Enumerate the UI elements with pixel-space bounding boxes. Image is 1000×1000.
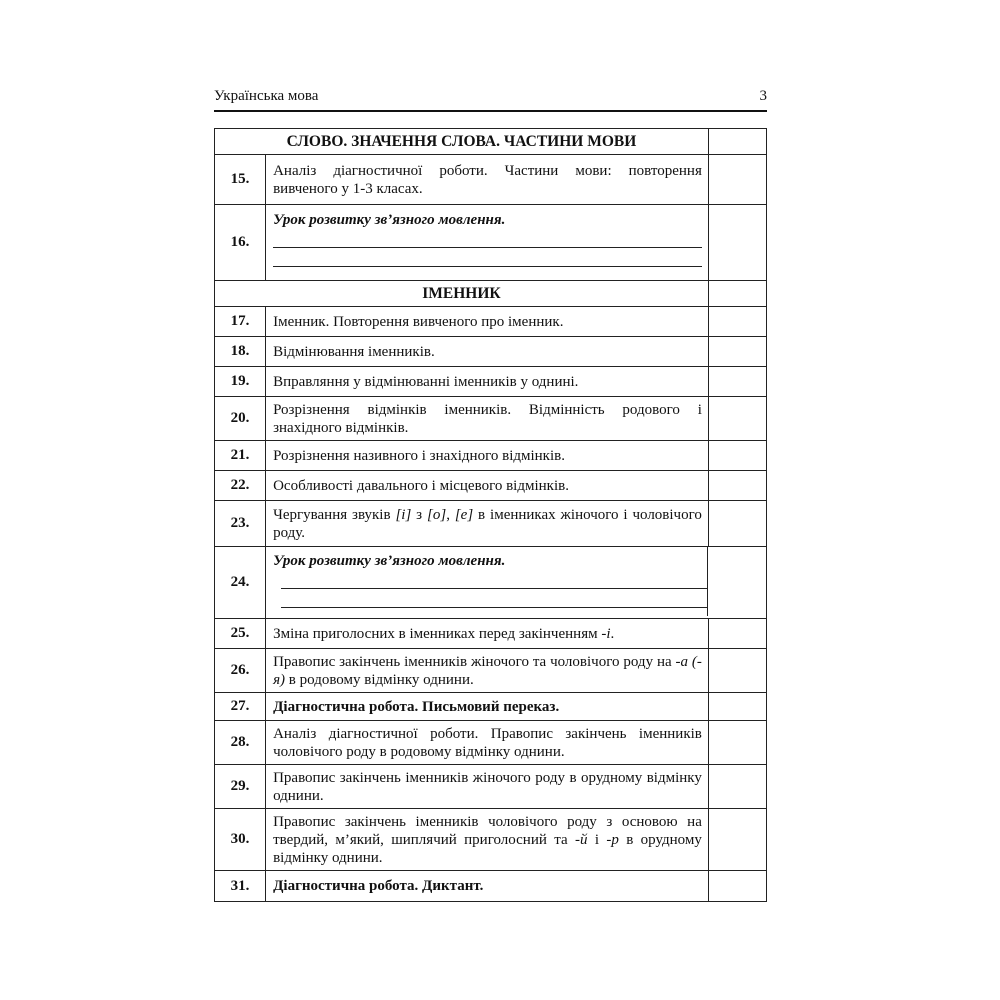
lesson-number: 15. [215, 155, 266, 205]
table-row [215, 501, 767, 547]
table-row [215, 649, 767, 693]
lesson-topic: Діагностична робота. Письмовий переказ. [266, 693, 709, 721]
section-title: ІМЕННИК [215, 281, 709, 307]
lesson-topic [266, 547, 767, 619]
lesson-number: 25. [215, 619, 266, 649]
lesson-topic: Правопис закінчень іменників жіночого та чоловічого роду на -а (-я) в родовому відмінку однини. [266, 649, 709, 693]
table-row [215, 765, 767, 809]
lesson-topic: Особливості давального і місцевого відмінків. [266, 471, 709, 501]
table-row [215, 307, 767, 337]
blank-line [273, 229, 702, 248]
section-row [215, 281, 767, 307]
lesson-topic-heading: Урок розвитку зв’язного мовлення. [273, 212, 506, 228]
lesson-number: 18. [215, 337, 266, 367]
lesson-topic: Правопис закінчень іменників чоловічого роду з основою на твердий, м’який, шиплячий приголосний та -й і -р в орудному відмінку однини. [266, 809, 709, 871]
lesson-topic: Правопис закінчень іменників жіночого роду в орудному відмінку однини. [266, 765, 709, 809]
mark-cell [708, 501, 766, 547]
table-row [215, 441, 767, 471]
table-row [215, 809, 767, 871]
table-row [215, 547, 767, 619]
header-rule [214, 110, 767, 112]
blank-line [281, 570, 707, 589]
mark-cell [708, 765, 766, 809]
lesson-topic: Аналіз діагностичної роботи. Правопис закінчень іменників чоловічого роду в родовому відмінку однини. [266, 721, 709, 765]
lesson-number: 21. [215, 441, 266, 471]
lesson-number: 30. [215, 809, 266, 871]
lesson-topic: Розрізнення називного і знахідного відмінків. [266, 441, 709, 471]
lesson-topic [266, 205, 709, 281]
mark-cell [708, 367, 766, 397]
lesson-topic: Чергування звуків [і] з [о], [е] в іменниках жіночого і чоловічого роду. [266, 501, 709, 547]
mark-cell [708, 871, 766, 902]
lesson-topic: Зміна приголосних в іменниках перед закінченням -і. [266, 619, 709, 649]
table-row [215, 471, 767, 501]
table-row [215, 871, 767, 902]
table-row [215, 721, 767, 765]
lesson-topic: Іменник. Повторення вивченого про іменник. [266, 307, 709, 337]
table-row [215, 397, 767, 441]
lesson-number: 29. [215, 765, 266, 809]
table-row [215, 155, 767, 205]
mark-cell [708, 155, 766, 205]
table-row [215, 693, 767, 721]
lesson-topic: Вправляння у відмінюванні іменників у однині. [266, 367, 709, 397]
mark-cell [708, 693, 766, 721]
table-row [215, 619, 767, 649]
lesson-number: 28. [215, 721, 266, 765]
mark-cell [708, 307, 766, 337]
lesson-topic-heading: Урок розвитку зв’язного мовлення. [273, 553, 506, 569]
mark-cell [708, 337, 766, 367]
mark-cell [708, 809, 766, 871]
lesson-plan-table [214, 128, 767, 902]
subject-title: Українська мова [214, 88, 319, 104]
blank-line [281, 589, 707, 608]
table-row [215, 205, 767, 281]
lesson-number: 31. [215, 871, 266, 902]
lesson-number: 16. [215, 205, 266, 281]
lesson-number: 26. [215, 649, 266, 693]
lesson-topic: Діагностична робота. Диктант. [266, 871, 709, 902]
mark-cell [708, 281, 766, 307]
lesson-number: 23. [215, 501, 266, 547]
mark-cell [708, 649, 766, 693]
mark-cell [708, 129, 766, 155]
mark-cell [708, 721, 766, 765]
section-title: СЛОВО. ЗНАЧЕННЯ СЛОВА. ЧАСТИНИ МОВИ [215, 129, 709, 155]
lesson-topic: Відмінювання іменників. [266, 337, 709, 367]
table-row [215, 337, 767, 367]
mark-cell [708, 441, 766, 471]
mark-cell [708, 471, 766, 501]
lesson-topic: Аналіз діагностичної роботи. Частини мови: повторення вивченого у 1-3 класах. [266, 155, 709, 205]
page-number: 3 [759, 88, 767, 104]
section-row [215, 129, 767, 155]
lesson-number: 19. [215, 367, 266, 397]
blank-line [273, 248, 702, 267]
mark-cell [708, 619, 766, 649]
mark-cell [708, 205, 766, 281]
lesson-number: 27. [215, 693, 266, 721]
mark-cell [707, 547, 766, 616]
lesson-number: 22. [215, 471, 266, 501]
lesson-number: 17. [215, 307, 266, 337]
lesson-topic: Розрізнення відмінків іменників. Відмінність родового і знахідного відмінків. [266, 397, 709, 441]
lesson-number: 24. [215, 547, 266, 619]
table-row [215, 367, 767, 397]
mark-cell [708, 397, 766, 441]
page-header [214, 86, 767, 110]
lesson-number: 20. [215, 397, 266, 441]
